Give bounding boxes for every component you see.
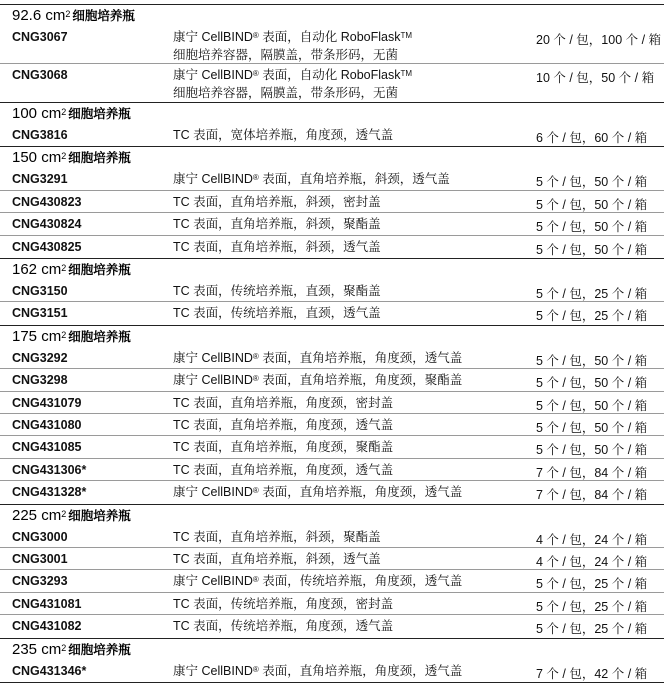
packaging-info: 7 个 / 包，84 个 / 箱 (536, 488, 648, 503)
description-line (173, 215, 381, 233)
packaging-info: 5 个 / 包，25 个 / 箱 (536, 309, 648, 324)
table-row (0, 66, 664, 104)
description-text: 康宁 CellBIND (173, 663, 253, 678)
product-code: CNG431082 (12, 619, 82, 634)
description-text: 表面，直角培养瓶，角度颈，透气盖 (258, 485, 463, 500)
row-divider (0, 435, 664, 436)
packaging-info: 5 个 / 包，50 个 / 箱 (536, 376, 648, 391)
packaging-info: 20 个 / 包，100 个 / 箱 (536, 33, 662, 47)
packaging-info: 5 个 / 包，25 个 / 箱 (536, 599, 648, 614)
product-description (173, 371, 462, 389)
product-description (173, 483, 462, 501)
description-line (173, 84, 412, 102)
packaging-info: 5 个 / 包，50 个 / 箱 (536, 175, 648, 190)
section-label: 细胞培养瓶 (72, 9, 135, 23)
product-description (173, 595, 393, 613)
trademark-mark: ® (252, 664, 259, 674)
product-description (173, 572, 462, 590)
section-area: 92.6 cm (12, 7, 66, 24)
packaging-info: 5 个 / 包，50 个 / 箱 (536, 220, 648, 235)
description-text: TC 表面，直角培养瓶，斜颈，密封盖 (173, 194, 381, 209)
section-heading (0, 325, 664, 347)
table-row (0, 483, 664, 505)
product-description (173, 238, 381, 256)
section-title (12, 641, 131, 659)
section-heading (0, 102, 664, 124)
description-text: TC 表面，直角培养瓶，角度颈，透气盖 (173, 462, 394, 477)
description-line (173, 193, 381, 211)
packaging-info: 5 个 / 包，25 个 / 箱 (536, 287, 648, 301)
packaging-info: 7 个 / 包，42 个 / 箱 (536, 666, 648, 681)
packaging-info: 5 个 / 包，25 个 / 箱 (536, 577, 648, 592)
description-text: TC 表面，直角培养瓶，斜颈，透气盖 (173, 552, 381, 566)
description-line (173, 304, 381, 322)
description-line (173, 371, 462, 389)
product-description (173, 550, 381, 568)
product-code: CNG431346* (12, 663, 87, 678)
packaging-info: 4 个 / 包，24 个 / 箱 (536, 555, 648, 569)
packaging-info: 5 个 / 包，50 个 / 箱 (536, 398, 648, 413)
description-line (173, 66, 412, 84)
section-area-unit-exponent: 2 (61, 329, 67, 340)
description-text: TC 表面，宽体培养瓶，角度颈，透气盖 (173, 128, 394, 142)
trademark-mark: TM (400, 69, 413, 78)
section-area: 162 cm (12, 261, 62, 278)
description-text: TC 表面，直角培养瓶，斜颈，透气盖 (173, 239, 381, 254)
product-description (173, 282, 381, 300)
product-code: CNG3001 (12, 552, 68, 566)
description-line (173, 572, 462, 590)
description-line (173, 28, 412, 46)
section-area-unit-exponent: 2 (61, 642, 67, 653)
section-label: 细胞培养瓶 (68, 263, 131, 277)
description-text: TC 表面，直角培养瓶，角度颈，聚酯盖 (173, 440, 394, 455)
section-label: 细胞培养瓶 (68, 642, 131, 657)
description-text: 康宁 CellBIND (173, 68, 253, 82)
description-text: TC 表面，传统培养瓶，角度颈，密封盖 (173, 596, 394, 611)
product-code: CNG431080 (12, 418, 82, 432)
product-description (173, 215, 381, 233)
product-code: CNG3067 (12, 30, 68, 44)
description-text: 康宁 CellBIND (173, 350, 253, 365)
section-heading (0, 146, 664, 168)
row-divider (0, 212, 664, 213)
description-text: 表面，直角培养瓶，角度颈，透气盖 (258, 663, 463, 678)
section-area: 225 cm (12, 506, 62, 524)
description-line (173, 416, 393, 434)
section-title (12, 328, 131, 346)
trademark-mark: ® (252, 31, 259, 40)
table-row (0, 304, 664, 326)
product-code: CNG431085 (12, 440, 82, 455)
row-divider (0, 391, 664, 392)
section-label: 细胞培养瓶 (68, 151, 131, 166)
packaging-info: 5 个 / 包，50 个 / 箱 (536, 242, 648, 257)
section-heading (0, 504, 664, 526)
product-code: CNG3150 (12, 284, 68, 298)
description-text: 细胞培养容器，隔膜盖，带条形码，无菌 (173, 86, 399, 100)
row-divider (0, 614, 664, 615)
row-divider (0, 480, 664, 481)
product-description (173, 617, 393, 635)
section-area-unit-exponent: 2 (61, 151, 67, 162)
product-code: CNG3293 (12, 574, 68, 589)
section-heading (0, 4, 664, 26)
packaging-info: 5 个 / 包，50 个 / 箱 (536, 421, 648, 435)
trademark-mark: ® (252, 374, 259, 384)
packaging-info: 5 个 / 包，25 个 / 箱 (536, 622, 648, 637)
description-text: TC 表面，传统培养瓶，直颈，透气盖 (173, 306, 381, 321)
section-area-unit-exponent: 2 (61, 263, 67, 273)
product-description (173, 28, 412, 64)
packaging-info: 5 个 / 包，50 个 / 箱 (536, 197, 648, 212)
table-bottom-rule (0, 682, 664, 683)
description-line (173, 126, 393, 144)
trademark-mark: ® (252, 351, 259, 361)
product-code: CNG430824 (12, 217, 82, 232)
product-code: CNG3292 (12, 350, 68, 365)
row-divider (0, 368, 664, 369)
packaging-info: 5 个 / 包，50 个 / 箱 (536, 353, 648, 368)
section-area: 150 cm (12, 149, 62, 167)
section-heading (0, 638, 664, 660)
packaging-info: 6 个 / 包，60 个 / 箱 (536, 131, 648, 145)
section-area-unit-exponent: 2 (61, 107, 67, 117)
section-title (12, 507, 131, 525)
product-code: CNG3291 (12, 172, 68, 187)
product-code: CNG3000 (12, 529, 68, 544)
product-description (173, 662, 462, 680)
description-text: 表面，自动化 RoboFlask (258, 30, 401, 44)
product-description (173, 193, 381, 211)
product-code: CNG3298 (12, 373, 68, 388)
description-line (173, 483, 462, 501)
trademark-mark: TM (400, 31, 413, 40)
product-code: CNG3068 (12, 68, 68, 82)
section-title (12, 105, 131, 123)
section-heading (0, 258, 664, 280)
description-text: TC 表面，传统培养瓶，直颈，聚酯盖 (173, 284, 381, 298)
product-description (173, 438, 393, 456)
row-divider (0, 301, 664, 302)
description-text: TC 表面，直角培养瓶，角度颈，透气盖 (173, 418, 394, 432)
section-title (12, 149, 131, 167)
description-text: 康宁 CellBIND (173, 172, 253, 187)
product-description (173, 528, 381, 546)
row-divider (0, 458, 664, 459)
product-description (173, 394, 393, 412)
description-line (173, 550, 381, 568)
description-text: 表面，自动化 RoboFlask (258, 68, 401, 82)
description-line (173, 349, 462, 367)
row-divider (0, 569, 664, 570)
trademark-mark: ® (252, 575, 259, 585)
row-divider (0, 63, 664, 64)
description-text: 康宁 CellBIND (173, 30, 253, 44)
trademark-mark: ® (252, 173, 259, 183)
row-divider (0, 413, 664, 414)
product-code: CNG430825 (12, 239, 82, 254)
product-description (173, 461, 393, 479)
section-label: 细胞培养瓶 (68, 107, 131, 121)
description-text: TC 表面，直角培养瓶，斜颈，聚酯盖 (173, 217, 381, 232)
product-code: CNG431306* (12, 462, 87, 477)
packaging-info: 5 个 / 包，50 个 / 箱 (536, 443, 648, 458)
description-line (173, 528, 381, 546)
product-description (173, 66, 412, 102)
description-text: 表面，直角培养瓶，角度颈，透气盖 (258, 350, 463, 365)
packaging-info: 10 个 / 包，50 个 / 箱 (536, 71, 655, 85)
row-divider (0, 190, 664, 191)
description-line (173, 461, 393, 479)
description-text: TC 表面，传统培养瓶，角度颈，透气盖 (173, 619, 394, 634)
packaging-info: 7 个 / 包，84 个 / 箱 (536, 465, 648, 480)
trademark-mark: ® (252, 486, 259, 496)
product-code: CNG3816 (12, 128, 68, 142)
description-line (173, 46, 412, 64)
section-area: 100 cm (12, 105, 62, 122)
description-line (173, 438, 393, 456)
packaging-info: 4 个 / 包，24 个 / 箱 (536, 532, 648, 547)
product-description (173, 416, 393, 434)
description-text: 细胞培养容器，隔膜盖，带条形码，无菌 (173, 48, 399, 62)
product-description (173, 349, 462, 367)
description-text: 表面，传统培养瓶，角度颈，透气盖 (258, 574, 463, 589)
section-area-unit-exponent: 2 (65, 9, 71, 19)
description-text: TC 表面，直角培养瓶，角度颈，密封盖 (173, 395, 394, 410)
description-line (173, 238, 381, 256)
description-line (173, 617, 393, 635)
description-text: 表面，直角培养瓶，斜颈，透气盖 (258, 172, 450, 187)
table-row (0, 126, 664, 148)
trademark-mark: ® (252, 69, 259, 78)
row-divider (0, 547, 664, 548)
product-code: CNG431079 (12, 395, 82, 410)
product-code: CNG431328* (12, 485, 87, 500)
section-title (12, 7, 135, 25)
row-divider (0, 592, 664, 593)
table-row (0, 28, 664, 66)
section-label: 细胞培养瓶 (68, 508, 131, 523)
product-code: CNG3151 (12, 306, 68, 321)
description-text: 表面，直角培养瓶，角度颈，聚酯盖 (258, 373, 463, 388)
description-line (173, 595, 393, 613)
row-divider (0, 235, 664, 236)
section-label: 细胞培养瓶 (68, 329, 131, 344)
section-area: 235 cm (12, 640, 62, 658)
description-line (173, 170, 450, 188)
section-area-unit-exponent: 2 (61, 508, 67, 519)
section-title (12, 261, 131, 279)
product-description (173, 170, 450, 188)
description-line (173, 394, 393, 412)
description-text: 康宁 CellBIND (173, 574, 253, 589)
product-code: CNG430823 (12, 194, 82, 209)
description-line (173, 662, 462, 680)
product-code: CNG431081 (12, 596, 82, 611)
description-text: TC 表面，直角培养瓶，斜颈，聚酯盖 (173, 529, 381, 544)
product-description (173, 126, 393, 144)
table-row (0, 238, 664, 260)
product-description (173, 304, 381, 322)
description-text: 康宁 CellBIND (173, 485, 253, 500)
table-row (0, 617, 664, 639)
description-text: 康宁 CellBIND (173, 373, 253, 388)
description-line (173, 282, 381, 300)
table-row (0, 662, 664, 684)
section-area: 175 cm (12, 327, 62, 345)
